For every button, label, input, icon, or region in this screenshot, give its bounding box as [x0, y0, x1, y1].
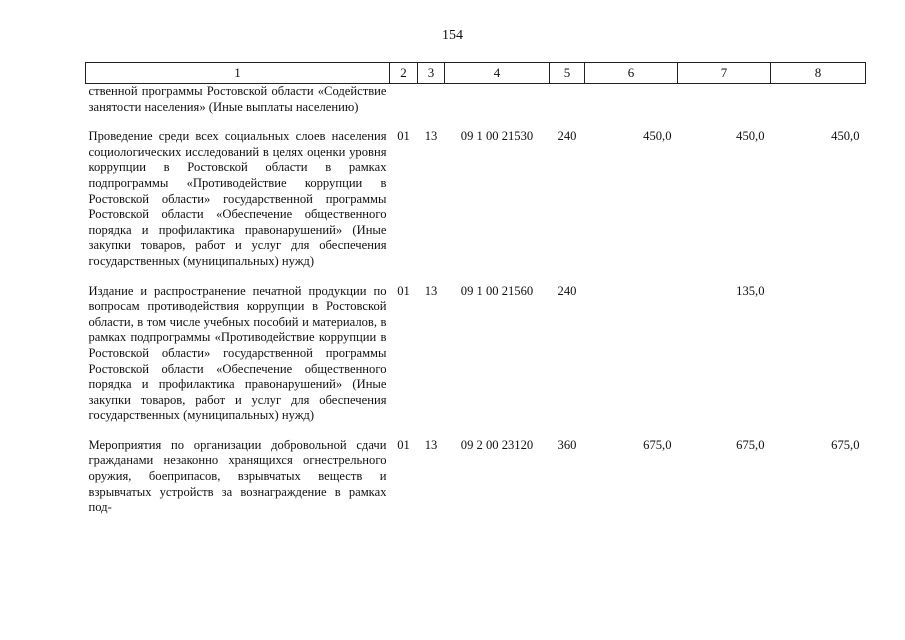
row-subsection: 13 [424, 437, 438, 452]
row-description: Издание и распространение печатной продукции по вопросам противодействия коррупции в Ростовской области, в том числе учебных пособий и материалов, в рамках подпрограммы «Противодействие коррупции в Ростовской области» государственной программы Ростовской области «Обеспечение общественного порядка и профилактика правонарушений» (Иные закупки товаров, работ и услуг для обеспечения государственных (муниципальных) нужд) [88, 283, 387, 423]
row-subsection: 13 [424, 283, 438, 298]
row-target-article [445, 84, 550, 130]
row-amount-2 [678, 84, 771, 130]
table-header [86, 63, 866, 84]
header-col-7: 7 [678, 63, 771, 84]
header-row [86, 63, 866, 84]
row-amount-1: 450,0 [643, 129, 672, 144]
header-col-6: 6 [585, 63, 678, 84]
table-body [86, 84, 866, 530]
row-target-article: 09 2 00 23120 [460, 437, 534, 452]
table-row [86, 438, 866, 530]
header-col-5: 5 [550, 63, 585, 84]
row-amount-3: 450,0 [831, 129, 860, 144]
row-amount-3: 675,0 [831, 437, 860, 452]
row-amount-2: 675,0 [736, 437, 765, 452]
row-amount-1: 675,0 [643, 437, 672, 452]
row-subsection: 13 [424, 129, 438, 144]
row-amount-2: 135,0 [736, 283, 765, 298]
row-section: 01 [397, 437, 410, 452]
row-amount-3 [771, 284, 866, 438]
header-col-2: 2 [390, 63, 418, 84]
row-section: 01 [397, 129, 410, 144]
row-amount-2: 450,0 [736, 129, 765, 144]
row-expense-type: 360 [557, 437, 577, 452]
row-subsection [418, 84, 445, 130]
header-col-1: 1 [86, 63, 390, 84]
row-description: Проведение среди всех социальных слоев населения социологических исследований в целях оценки уровня коррупции в Ростовской области в рамках подпрограммы «Противодействие коррупции в Ростовской области» государственной программы Ростовской области «Обеспечение общественного порядка и профилактика правонарушений» (Иные закупки товаров, работ и услуг для обеспечения государственных (муниципальных) нужд) [88, 129, 387, 268]
table-row [86, 84, 866, 130]
row-amount-1 [585, 284, 678, 438]
row-target-article: 09 1 00 21560 [460, 283, 534, 298]
page-number: 154 [442, 28, 463, 43]
row-amount-1 [585, 84, 678, 130]
header-col-3: 3 [418, 63, 445, 84]
row-section: 01 [397, 283, 410, 298]
row-expense-type: 240 [557, 129, 577, 144]
table-row [86, 284, 866, 438]
row-description: ственной программы Ростовской области «Содействие занятости населения» (Иные выплаты населению) [88, 84, 387, 114]
table-row [86, 129, 866, 283]
row-description: Мероприятия по организации добровольной сдачи гражданами незаконно хранящихся огнестрельного оружия, боеприпасов, взрывчатых веществ и взрывчатых устройств за вознаграждение в рамках под- [88, 437, 387, 515]
row-amount-3 [771, 84, 866, 130]
header-col-4: 4 [445, 63, 550, 84]
row-section [390, 84, 418, 130]
row-expense-type: 240 [557, 283, 577, 298]
row-expense-type [550, 84, 585, 130]
row-target-article: 09 1 00 21530 [460, 129, 534, 144]
header-col-8: 8 [771, 63, 866, 84]
budget-table [85, 62, 866, 530]
